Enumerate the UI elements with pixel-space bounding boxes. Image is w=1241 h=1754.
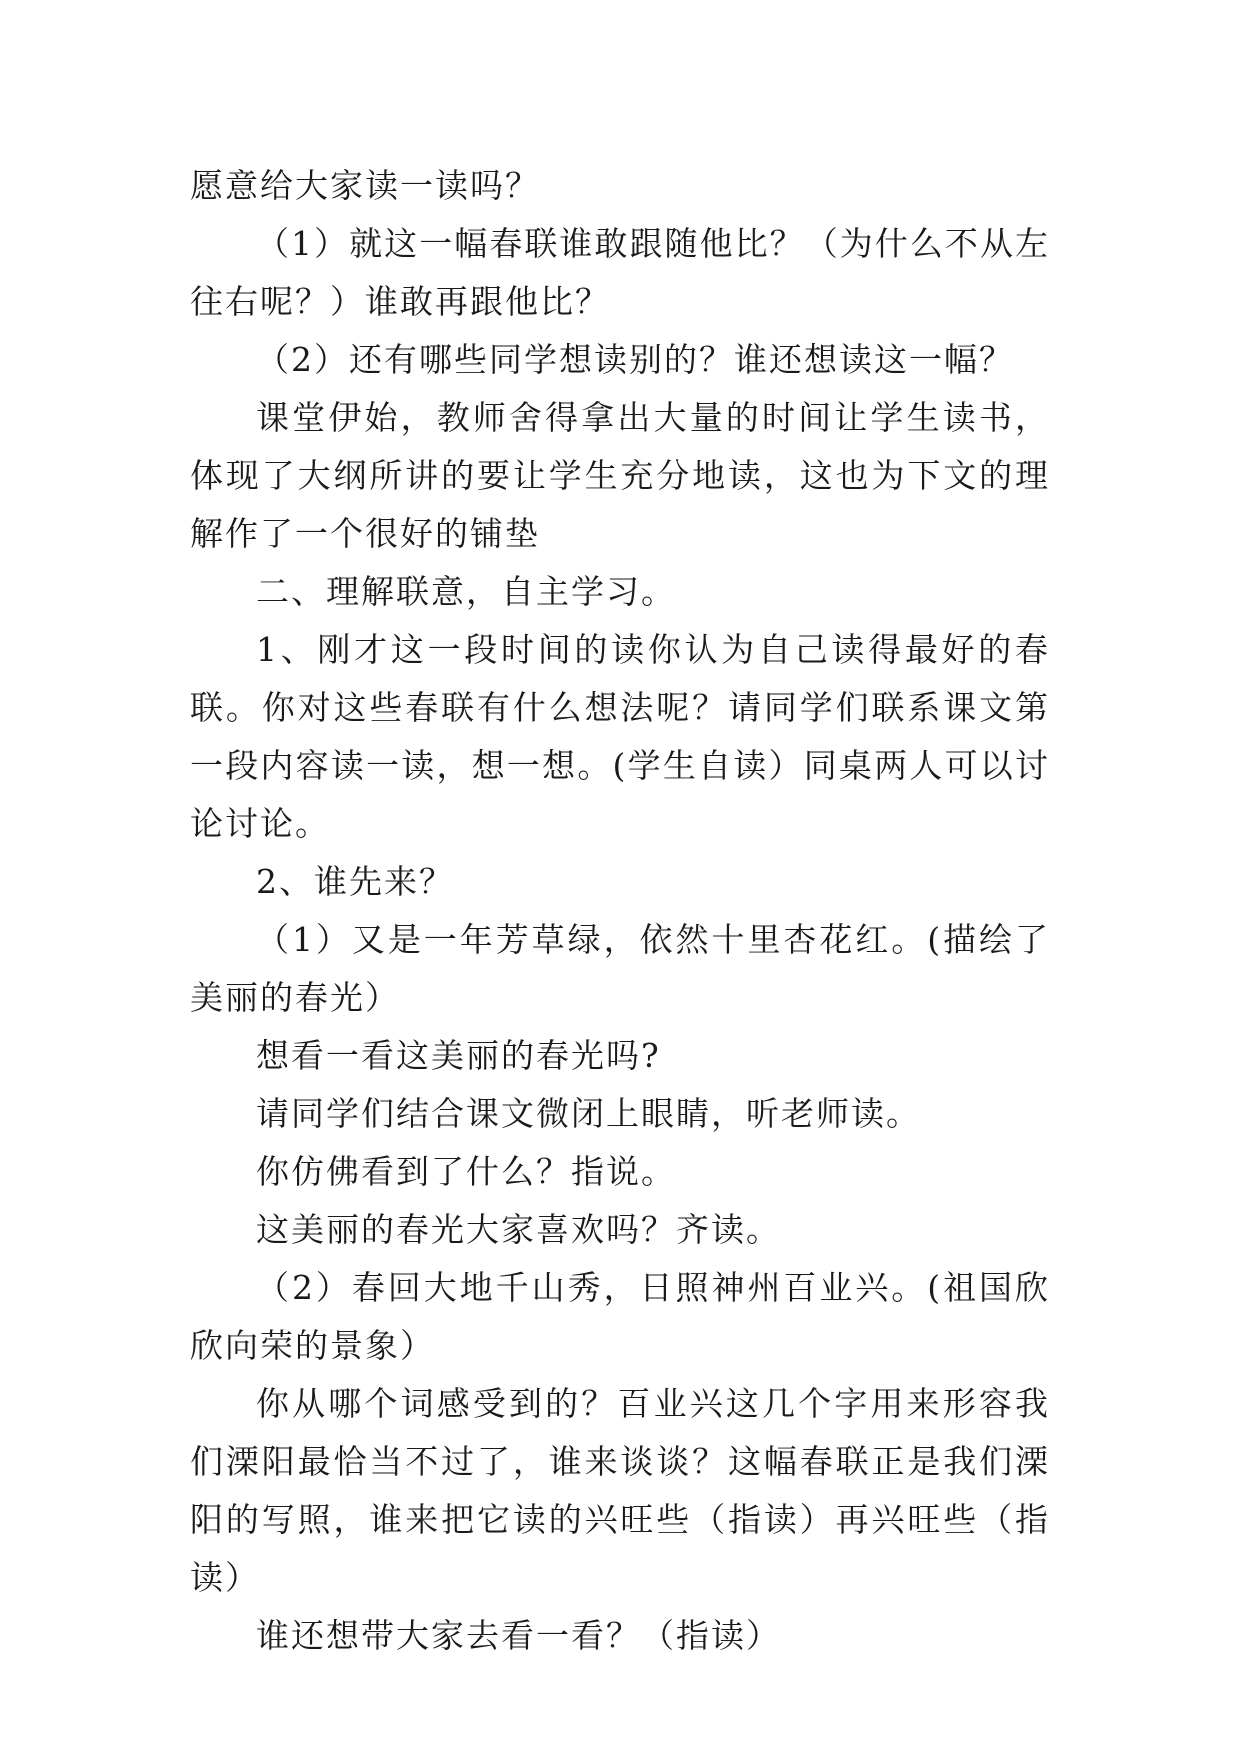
paragraph-8: （1）又是一年芳草绿，依然十里杏花红。(描绘了美丽的春光） bbox=[190, 920, 1050, 1017]
paragraph-2: （1）就这一幅春联谁敢跟随他比？（为什么不从左往右呢？）谁敢再跟他比？ bbox=[190, 224, 1050, 321]
paragraph-10: 请同学们结合课文微闭上眼睛，听老师读。 bbox=[256, 1094, 921, 1133]
paragraph-12: 这美丽的春光大家喜欢吗？齐读。 bbox=[256, 1210, 781, 1249]
paragraph-3: （2）还有哪些同学想读别的？谁还想读这一幅？ bbox=[256, 340, 1014, 379]
paragraph-13: （2）春回大地千山秀，日照神州百业兴。(祖国欣欣向荣的景象） bbox=[190, 1268, 1050, 1365]
paragraph-15: 谁还想带大家去看一看？（指读） bbox=[256, 1616, 781, 1655]
paragraph-6: 1、刚才这一段时间的读你认为自己读得最好的春联。你对这些春联有什么想法呢？请同学们联系课文第一段内容读一读，想一想。(学生自读）同桌两人可以讨论讨论。 bbox=[190, 630, 1050, 843]
section-heading: 二、理解联意，自主学习。 bbox=[256, 572, 676, 611]
paragraph-14: 你从哪个词感受到的？百业兴这几个字用来形容我们溧阳最恰当不过了，谁来谈谈？这幅春联正是我们溧阳的写照，谁来把它读的兴旺些（指读）再兴旺些（指读） bbox=[190, 1384, 1050, 1597]
paragraph-7: 2、谁先来？ bbox=[256, 862, 454, 901]
paragraph-4: 课堂伊始，教师舍得拿出大量的时间让学生读书，体现了大纲所讲的要让学生充分地读，这也为下文的理解作了一个很好的铺垫 bbox=[190, 398, 1050, 553]
paragraph-1: 愿意给大家读一读吗？ bbox=[190, 166, 540, 205]
body-text bbox=[190, 157, 1050, 1665]
paragraph-11: 你仿佛看到了什么？指说。 bbox=[256, 1152, 676, 1191]
paragraph-9: 想看一看这美丽的春光吗? bbox=[256, 1036, 661, 1075]
